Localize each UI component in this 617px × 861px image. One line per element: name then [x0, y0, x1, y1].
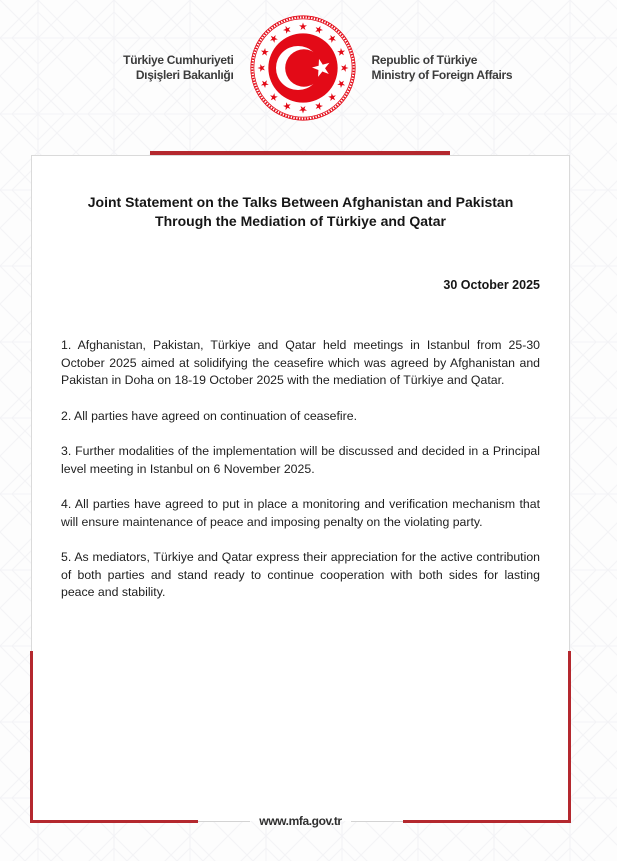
- document-body: [61, 337, 540, 602]
- mfa-emblem-icon: [249, 14, 357, 122]
- statement-paragraph: 4. All parties have agreed to put in place a monitoring and verification mechanism that will ensure maintenance of peace and imposing penalty on the violating party.: [61, 497, 540, 529]
- statement-paragraph: 1. Afghanistan, Pakistan, Türkiye and Qatar held meetings in Istanbul from 25-30 October 2025 aimed at solidifying the ceasefire which was agreed by Afghanistan and Pakistan in Doha on 18-19 October 2025 with the mediation of Türkiye and Qatar.: [61, 338, 540, 387]
- box-border-right-gray: [569, 156, 570, 651]
- box-border-right-red: [568, 651, 571, 823]
- document-title: [59, 193, 542, 231]
- document-title-line2: Through the Mediation of Türkiye and Qatar: [155, 213, 446, 229]
- document-date: 30 October 2025: [443, 278, 540, 292]
- footer-rule: [30, 813, 571, 829]
- box-border-left-red: [30, 651, 33, 823]
- statement-box: [31, 155, 570, 828]
- letterhead: [0, 14, 617, 122]
- org-title-turkish: [96, 53, 234, 83]
- statement-paragraph: 3. Further modalities of the implementation will be discussed and decided in a Principal level meeting in Istanbul on 6 November 2025.: [61, 444, 540, 476]
- org-title-en-line1: Republic of Türkiye: [371, 53, 478, 67]
- footer-website: www.mfa.gov.tr: [259, 814, 342, 828]
- footer-rule-red-left: [30, 820, 198, 823]
- org-title-english: [372, 53, 522, 83]
- footer-rule-red-right: [403, 820, 571, 823]
- statement-paragraph: 5. As mediators, Türkiye and Qatar express their appreciation for the active contribution of both parties and stand ready to continue cooperation with both sides for lasting peace and stability.: [61, 550, 540, 599]
- footer-rule-gray-right: [351, 821, 403, 822]
- box-border-left-gray: [31, 156, 32, 651]
- org-title-tr-line1: Türkiye Cumhuriyeti: [123, 53, 234, 67]
- document-title-line1: Joint Statement on the Talks Between Afghanistan and Pakistan: [87, 194, 514, 210]
- header-red-divider: [150, 151, 450, 155]
- org-title-en-line2: Ministry of Foreign Affairs: [371, 68, 513, 82]
- footer-rule-gray-left: [198, 821, 250, 822]
- statement-paragraph: 2. All parties have agreed on continuation of ceasefire.: [61, 408, 358, 423]
- org-title-tr-line2: Dışişleri Bakanlığı: [135, 68, 234, 82]
